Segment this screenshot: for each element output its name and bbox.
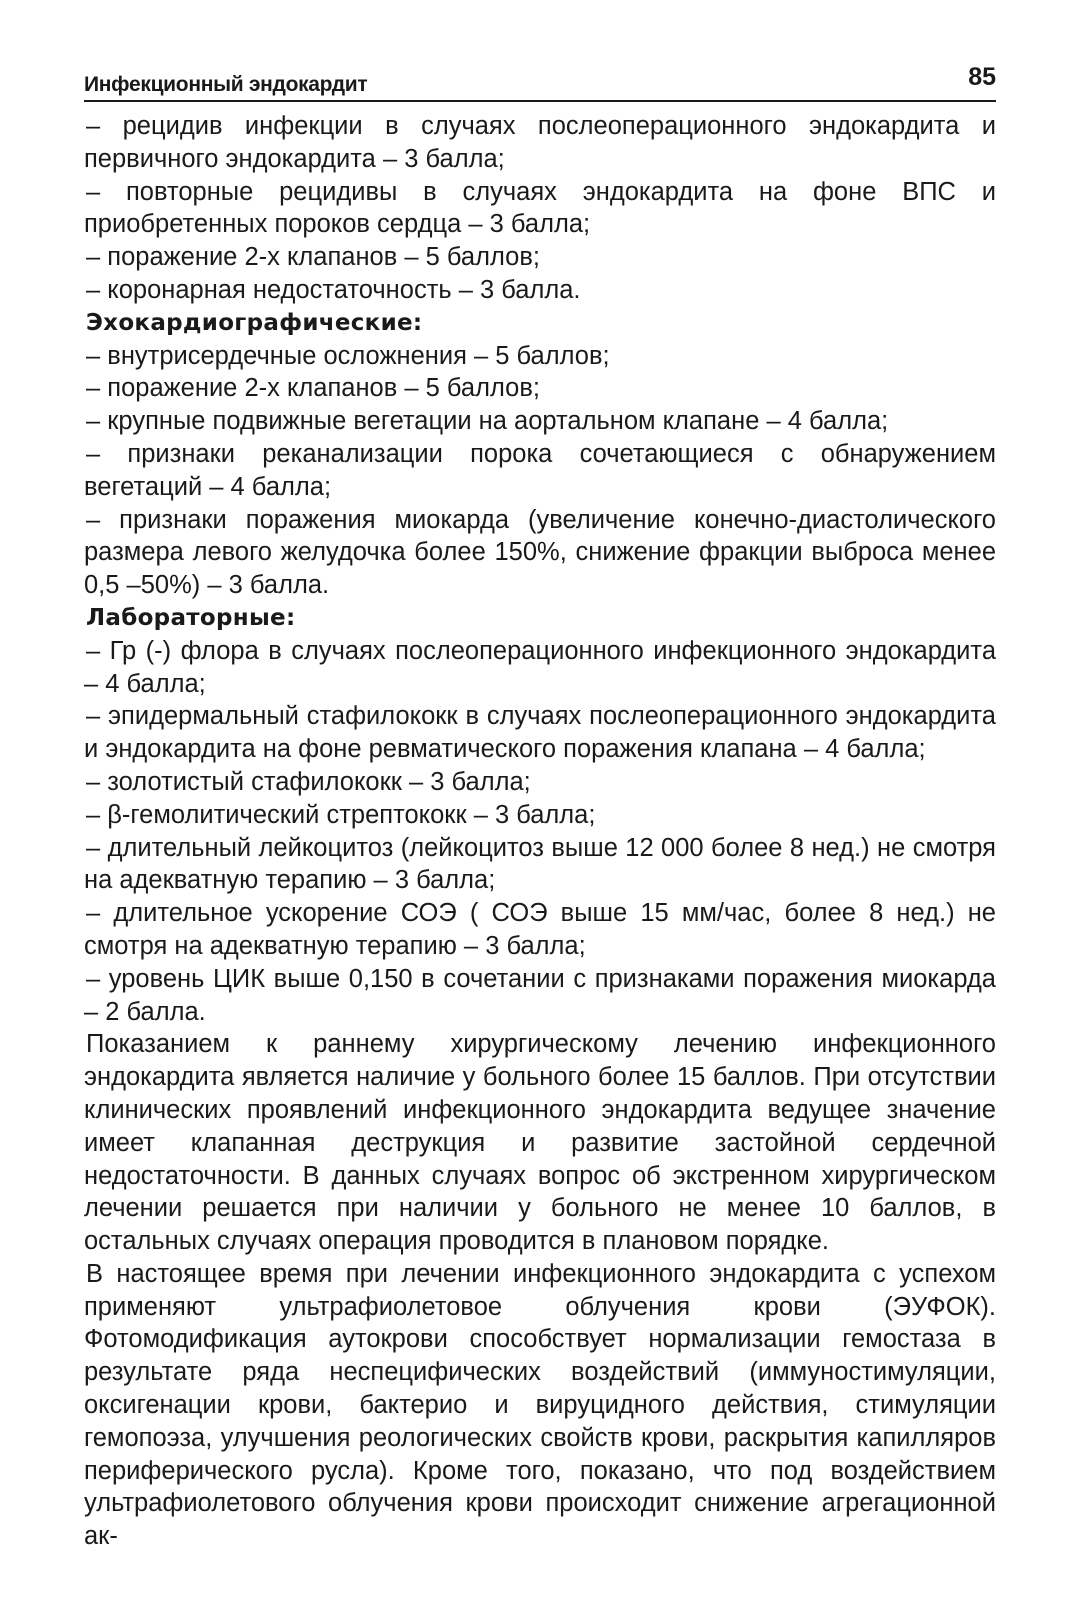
page-number: 85 [968, 63, 996, 91]
list-item: – Гр (-) флора в случаях послеоперационного инфекционного эндокардита – 4 балла; [84, 636, 996, 698]
list-item: – поражение 2-х клапанов – 5 баллов; [86, 243, 540, 272]
list-item: – β-гемолитический стрептококк – 3 балла; [86, 800, 596, 829]
list-item: – крупные подвижные вегетации на аортальном клапане – 4 балла; [86, 407, 889, 436]
list-item: – длительное ускорение СОЭ ( СОЭ выше 15 мм/час, более 8 нед.) не смотря на адекватную терапию – 3 балла; [84, 899, 996, 960]
body-text [84, 110, 996, 1553]
list-item: – золотистый стафилококк – 3 балла; [86, 767, 531, 796]
body-paragraph: В настоящее время при лечении инфекционного эндокардита с успехом применяют ультрафиолетовое облучения крови (ЭУФОК). Фотомодификация аутокрови способствует нормализации гемостаза в результате ряда неспецифических воздействий (иммуностимуляции, оксигенации крови, бактерио и вируцидного действия, стимуляции гемопоэза, улучшения реологических свойств крови, раскрытия капилляров периферического русла). Кроме того, показано, что под воздействием ультрафиолетового облучения крови происходит снижение агрегационной ак- [84, 1259, 996, 1551]
list-item: – признаки реканализации порока сочетающиеся с обнаружением вегетаций – 4 балла; [84, 439, 996, 501]
list-item: – эпидермальный стафилококк в случаях послеоперационного эндокардита и эндокардита на фоне ревматического поражения клапана – 4 балла; [84, 702, 996, 764]
list-item: – поражение 2-х клапанов – 5 баллов; [86, 374, 540, 403]
list-item: – коронарная недостаточность – 3 балла. [86, 275, 581, 304]
list-item: – рецидив инфекции в случаях послеоперационного эндокардита и первичного эндокардита – 3 балла; [84, 112, 996, 173]
section-heading-laboratory: Лабораторные: [86, 604, 296, 631]
section-heading-echocardiographic: Эхокардиографические: [86, 309, 423, 336]
book-page [84, 52, 996, 1553]
list-item: – уровень ЦИК выше 0,150 в сочетании с признаками поражения миокарда – 2 балла. [84, 964, 996, 1026]
running-header [84, 52, 996, 102]
list-item: – внутрисердечные осложнения – 5 баллов; [86, 341, 610, 370]
running-title: Инфекционный эндокардит [84, 73, 368, 96]
list-item: – длительный лейкоцитоз (лейкоцитоз выше 12 000 более 8 нед.) не смотря на адекватную терапию – 3 балла; [84, 833, 996, 895]
list-item: – признаки поражения миокарда (увеличение конечно-диастолического размера левого желудочка более 150%, снижение фракции выброса менее 0,5 –50%) – 3 балла. [84, 505, 996, 600]
list-item: – повторные рецидивы в случаях эндокардита на фоне ВПС и приобретенных пороков сердца – 3 балла; [84, 177, 996, 239]
body-paragraph: Показанием к раннему хирургическому лечению инфекционного эндокардита является наличие у больного более 15 баллов. При отсутствии клинических проявлений инфекционного эндокардита ведущее значение имеет клапанная деструкция и развитие застойной сердечной недостаточности. В данных случаях вопрос об экстренном хирургическом лечении решается при наличии у больного не менее 10 баллов, в остальных случаях операция проводится в плановом порядке. [84, 1030, 996, 1256]
